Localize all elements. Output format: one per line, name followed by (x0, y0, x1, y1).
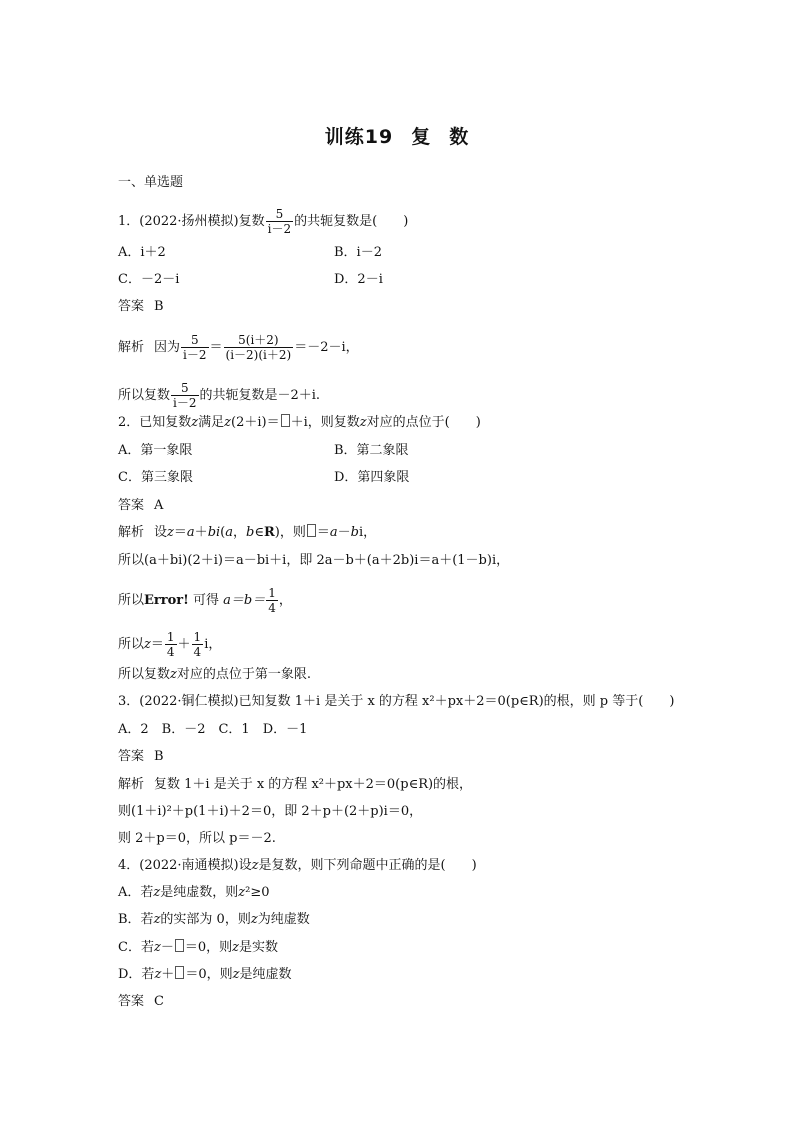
title-word-2: 数 (449, 126, 470, 148)
t: D．若 (118, 967, 155, 982)
set-r: R (263, 525, 275, 540)
q1-stem (118, 207, 408, 236)
q1-option-b: B．i－2 (334, 245, 382, 260)
frac-num: 5(i＋2) (238, 333, 279, 347)
frac-num: 1 (193, 630, 202, 644)
q1-exp-frac-1 (181, 333, 208, 362)
frac-num: 1 (268, 586, 276, 600)
var-a: a (329, 525, 338, 540)
t: 设 (154, 525, 168, 540)
q1-explanation-1 (118, 333, 359, 362)
q1-option-a: A．i＋2 (118, 245, 166, 260)
var-z: z (153, 940, 161, 955)
frac-den: 4 (193, 645, 202, 659)
var-b: b (246, 525, 255, 540)
q2-cond: (2＋i)＝ (231, 415, 280, 430)
var-z: z (224, 415, 232, 430)
t: ＝ (173, 525, 187, 540)
conjugate-z-symbol-icon (281, 414, 290, 427)
t: 是纯虚数，则 (160, 885, 239, 900)
var-z: z (232, 940, 239, 955)
var-a: a (225, 525, 234, 540)
error-text: Error! (144, 593, 189, 608)
var-z: z (154, 967, 162, 982)
q2-option-a: A．第一象限 (118, 443, 193, 458)
q4-option-a (118, 884, 270, 902)
q2-stem-mid: 满足 (198, 415, 225, 430)
equals: ＝ (209, 340, 223, 355)
q4-option-b (118, 911, 310, 929)
t: a＝b＝ (223, 593, 266, 608)
section-heading: 一、单选题 (118, 175, 184, 190)
title-word-1: 复 (411, 126, 432, 148)
t: － (160, 940, 174, 955)
q2-option-c: C．第三象限 (118, 470, 193, 485)
q1-exp-frac-2 (224, 333, 294, 362)
t: 是纯虚数 (239, 967, 292, 982)
q1-answer-value: B (154, 299, 164, 314)
var-z: z (238, 885, 246, 900)
t: ＋ (161, 967, 175, 982)
t: 复数 1＋i 是关于 x 的方程 x²＋px＋2＝0(p∈R)的根， (154, 777, 473, 792)
q2-stem-post: 对应的点位于( ) (366, 415, 481, 430)
t: 所以复数 (118, 667, 171, 682)
explanation-label: 解析 (118, 340, 145, 355)
t: i， (359, 525, 377, 540)
q2-answer (118, 497, 163, 515)
answer-label: 答案 (118, 498, 145, 513)
t: ( (220, 525, 226, 540)
q4-option-c (118, 939, 278, 957)
conjugate-z-symbol-icon (307, 524, 316, 537)
q2-explanation-4 (118, 630, 221, 659)
t: ＝0，则 (184, 940, 233, 955)
t: ＋ (177, 637, 191, 652)
conjugate-z-symbol-icon (175, 966, 184, 979)
t: i， (204, 637, 222, 652)
var-a: a (186, 525, 195, 540)
q2-explanation-2: 所以(a＋bi)(2＋i)＝a－bi＋i，即 2a－b＋(a＋2b)i＝a＋(1－b)i， (118, 553, 510, 568)
q1-exp2-frac (171, 381, 198, 410)
t: 4．(2022·南通模拟)设 (118, 858, 252, 873)
q1-fraction (266, 207, 293, 236)
q4-stem (118, 857, 477, 875)
var-z: z (250, 912, 258, 927)
q3-explanation-3: 则 2＋p＝0，所以 p＝－2. (118, 831, 276, 846)
q1-option-d: D．2－i (334, 272, 383, 287)
var-z: z (167, 525, 174, 540)
explanation-label: 解析 (118, 777, 145, 792)
var-z: z (144, 637, 151, 652)
q1-frac-den: i－2 (267, 222, 292, 236)
q2-stem (118, 414, 481, 432)
q4-option-d (118, 966, 291, 984)
var-z: z (191, 415, 199, 430)
q1-option-c: C．－2－i (118, 272, 180, 287)
q1-exp2-text: 所以复数 (118, 388, 171, 403)
var-bi: bi (207, 525, 221, 540)
var-z: z (153, 912, 161, 927)
q4-answer (118, 993, 164, 1011)
t: 所以 (118, 637, 145, 652)
frac-num: 5 (180, 381, 189, 395)
q4-answer-value: C (154, 994, 164, 1009)
answer-label: 答案 (118, 994, 145, 1009)
q2-frac-quarter (266, 586, 278, 615)
var-z: z (251, 858, 259, 873)
var-b: b (350, 525, 359, 540)
q3-explanation-2: 则(1＋i)²＋p(1＋i)＋2＝0，即 2＋p＋(2＋p)i＝0， (118, 804, 423, 819)
t: ， (233, 525, 247, 540)
q1-stem-text: 1．(2022·扬州模拟)复数 (118, 214, 265, 229)
title-main: 训练19 (324, 126, 394, 148)
t: 为纯虚数 (257, 912, 310, 927)
explanation-label: 解析 (118, 525, 145, 540)
frac-num: 5 (190, 333, 199, 347)
t: A．若 (118, 885, 154, 900)
t: )，则 (274, 525, 306, 540)
frac-den: (i－2)(i＋2) (225, 348, 292, 362)
var-z: z (153, 885, 161, 900)
q3-stem: 3．(2022·铜仁模拟)已知复数 1＋i 是关于 x 的方程 x²＋px＋2＝0(p∈R)的根，则 p 等于( ) (118, 694, 675, 709)
q1-exp2-post: 的共轭复数是－2＋i. (199, 388, 321, 403)
q2-explanation-1: 解析 设z＝a＋bi(a，b∈R)，则 ＝a－bi， (118, 525, 377, 540)
var-z: z (170, 667, 177, 682)
t: － (337, 525, 351, 540)
answer-label: 答案 (118, 749, 145, 764)
q2-answer-value: A (154, 498, 164, 513)
t: ∈ (254, 525, 264, 540)
q2-stem-text: 2．已知复数 (118, 415, 192, 430)
conjugate-z-symbol-icon (175, 939, 184, 952)
q3-answer-value: B (154, 749, 164, 764)
answer-label: 答案 (118, 299, 145, 314)
q1-stem-post: 的共轭复数是( ) (294, 214, 409, 229)
q1-exp-result: ＝－2－i， (294, 340, 359, 355)
frac-num: 1 (166, 630, 175, 644)
t: C．若 (118, 940, 154, 955)
q1-answer (118, 298, 164, 316)
var-z: z (232, 967, 240, 982)
q1-exp-text: 因为 (154, 340, 181, 355)
q2-cond-b: ＋i，则复数 (290, 415, 360, 430)
t: B．若 (118, 912, 154, 927)
var-z: z (359, 415, 367, 430)
t: ²≥0 (245, 885, 270, 900)
t: 是实数 (238, 940, 278, 955)
frac-den: 4 (166, 645, 175, 659)
page-title (0, 122, 794, 149)
frac-den: 4 (268, 601, 276, 615)
q2-option-b: B．第二象限 (334, 443, 409, 458)
t: ＝ (316, 525, 330, 540)
frac-1 (165, 630, 177, 659)
q3-options: A．2 B．－2 C．1 D．－1 (118, 722, 308, 737)
frac-2 (192, 630, 204, 659)
q2-option-d: D．第四象限 (334, 470, 410, 485)
t: 可得 (188, 593, 224, 608)
t: 对应的点位于第一象限. (176, 667, 312, 682)
t: 是复数，则下列命题中正确的是( ) (258, 858, 477, 873)
t: ＝0，则 (185, 967, 233, 982)
q1-explanation-2 (118, 381, 320, 410)
t: 的实部为 0，则 (160, 912, 251, 927)
frac-den: i－2 (173, 396, 197, 410)
t: 所以 (118, 593, 145, 608)
t: ， (278, 593, 292, 608)
frac-den: i－2 (183, 348, 207, 362)
q2-explanation-5 (118, 666, 311, 684)
q3-explanation-1 (118, 776, 472, 794)
q1-frac-num: 5 (275, 207, 284, 221)
t: ＝ (150, 637, 164, 652)
q3-answer (118, 748, 164, 766)
q2-explanation-3 (118, 586, 292, 615)
